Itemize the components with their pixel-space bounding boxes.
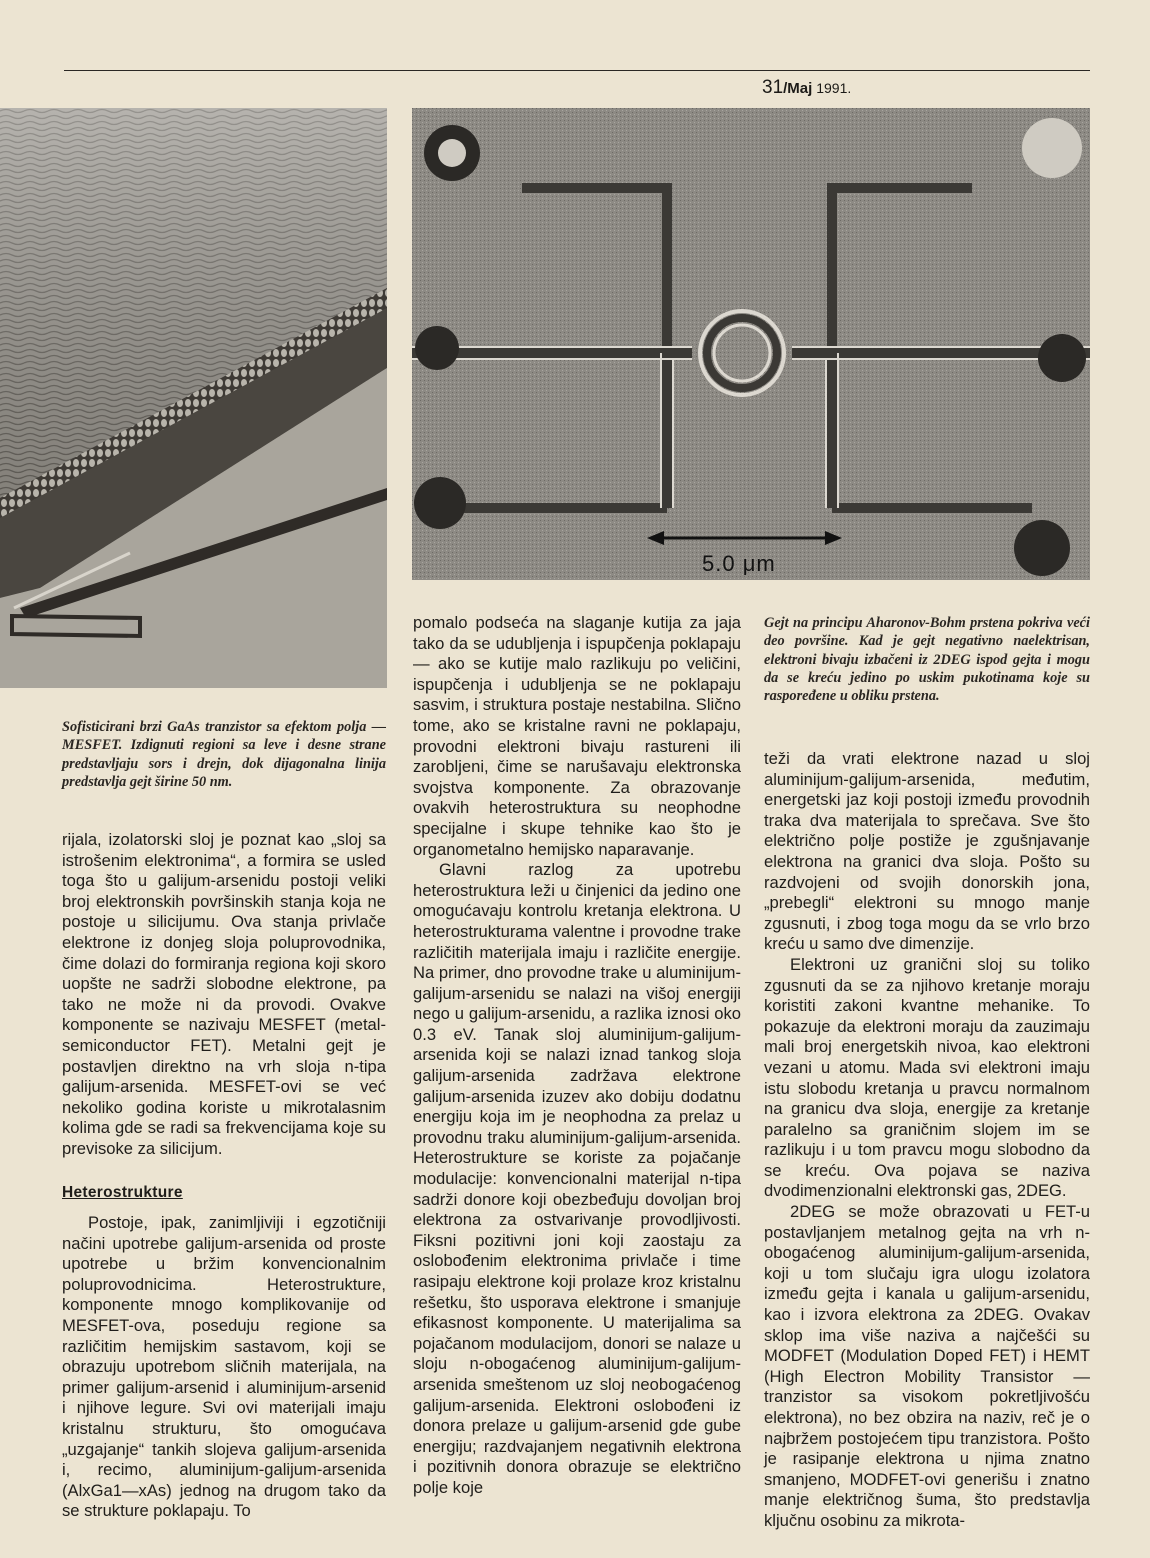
page-number xyxy=(762,77,851,99)
col3-paragraph-2: Elektroni uz granični sloj su toliko zgusnuti da se za njihovo kretanje moraju koristiti zakoni kvantne mehanike. To pokazuje da elektroni moraju da zauzimaju mali broj energetskih nivoa, kao elektroni vezani u atomu. Mada svi elektroni imaju istu slobodu kretanja u pravcu normalnom na granicu dva sloja, energije za kretanje paralelno sa graničnim slojem im se razlikuju i u tom pravcu mogu slobodno da se kreću. Ova pojava se naziva dvodimenzionalni elektronski gas, 2DEG. xyxy=(764,954,1090,1201)
col3-paragraph-3: 2DEG se može obrazovati u FET-u postavljanjem metalnog gejta na vrh n-obogaćenog aluminijum-galijum-arsenida, koji u tom slučaju igra ulogu izolatora između gejta i kanala u galijum-arsenidu, kao i izvora elektrona za 2DEG. Ovakav sklop ima više naziva a najčešći su MODFET (Modulation Doped FET) i HEMT (High Electron Mobility Transistor — tranzistor sa visokom pokretljivošću elektrona), no bez obzira na naziv, reč je o najbržem postojećem tipu tranzistora. Pošto je rasipanje elektrona u njima znatno smanjeno, MODFET-ovi generišu i znatno manje električnog šuma, što predstavlja ključnu osobinu za mikrota- xyxy=(764,1202,1090,1530)
column1-text-2 xyxy=(62,1213,386,1522)
col2-paragraph-2: Glavni razlog za upotrebu heterostruktura leži u činjenici da jedino one omogućavaju kontrolu kretanja elektrona. U heterostrukturama valentne i provodne trake različitih materijala imaju i različite energije. Na primer, dno provodne trake u aluminijum-galijum-arsenidu se nalazi na višoj energiji nego u galijum-arsenidu, a razlika iznosi oko 0.3 eV. Tanak sloj aluminijum-galijum-arsenida koji se nalazi iznad tankog sloja galijum-arsenida zadržava elektrone galijum-arsenida izuzev ako dobiju dodatnu energiju koja im je neophodna za prelaz u provodnu traku aluminijum-galijum-arsenida. Heterostrukture se koriste za pojačanje modulacije: konvencionalni materijal n-tipa sadrži donore koji obezbeđuju dovoljan broj elektrona za ostvarivanje provodljivosti. Fiksni pozitivni joni koji zaostaju za oslobođenim elektronima privlače i time rasipaju elektrone koji prolaze kroz kristalnu rešetku, što usporava elektrone i smanjuje efikasnost komponente. U materijalima sa pojačanom modulacijom, donori se nalaze u sloju n-obogaćenog aluminijum-galijum-arsenida smeštenom uz sloj neobogaćenog galijum-arsenida. Elektroni oslobođeni iz donora prelaze u galijum-arsenid gde gube energiju; razdvajanjem negativnih elektrona i pozitivnih donora obrazuje se električno polje koje xyxy=(413,860,741,1497)
col1-paragraph-2: Postoje, ipak, zanimljiviji i egzotičniji načini upotrebe galijum-arsenida od proste upotrebe u bržim konvencionalnim poluprovodnicima. Heterostrukture, komponente mnogo komplikovanije od MESFET-ova, poseduju regione sa različitim hemijskim sastavom, koji se obrazuju upotrebom sličnih materijala, na primer galijum-arsenid i aluminijum-arsenid i njihove legure. Svi ovi materijali imaju kristalnu strukturu, što omogućava „uzgajanje“ tankih slojeva galijum-arsenida i, recimo, aluminijum-galijum-arsenida (AlxGa1—xAs) jednog na drugom tako da se strukture poklapaju. To xyxy=(62,1213,386,1521)
header-rule xyxy=(64,70,1090,71)
section-heading: Heterostrukture xyxy=(62,1184,183,1201)
page-num: 31 xyxy=(762,77,784,98)
figure2-caption: Gejt na principu Aharonov-Bohm prstena pokriva veći deo površine. Kad je gejt negativno naelektrisan, elektroni bivaju izbačeni iz 2DEG ispod gejta i mogu da se kreću jedino po uskim pukotinama koje su raspoređene u obliku prstena. xyxy=(764,615,1090,705)
col2-paragraph-1: pomalo podseća na slaganje kutija za jaja tako da se udubljenja i ispupčenja poklapaju — ako se kutije malo razlikuju po veličini, ispupčenja i udubljenja se ne poklapaju sasvim, i struktura postaje nestabilna. Slično tome, ako se kristalne ravni ne poklapaju, provodni elektroni bivaju rastureni ili zarobljeni, čime se narušavaju elektronska svojstva komponente. Za obrazovanje ovakvih heterostruktura su neophodne specijalne i skupe tehnike kao što je organometalno hemijsko naparavanje. xyxy=(413,613,741,859)
scale-label: 5.0 μm xyxy=(702,551,776,576)
column2-text xyxy=(413,613,741,1499)
year: 1991. xyxy=(812,80,852,96)
column1-text xyxy=(62,830,386,1160)
column3-text xyxy=(764,749,1090,1532)
col3-paragraph-1: teži da vrati elektrone nazad u sloj aluminijum-galijum-arsenida, međutim, energetski jaz koji postoji između provodnih traka dva materijala to sprečava. Sve što električno polje postiže je zgušnjavanje elektrona na granici dva sloja. Pošto su razdvojeni od svojih donorskih jona, „prebegli“ elektroni su mnogo manje zgusnuti, i zbog toga mogu da se vrlo brzo kreću u samo dve dimenzije. xyxy=(764,749,1090,954)
mesfet-photo xyxy=(0,108,387,688)
figure1-caption: Sofisticirani brzi GaAs tranzistor sa efektom polja — MESFET. Izdignuti regioni sa leve i desne strane predstavljaju sors i drejn, dok dijagonalna linija predstavlja gejt širine 50 nm. xyxy=(62,719,386,790)
col1-paragraph-1: rijala, izolatorski sloj je poznat kao „sloj sa istrošenim elektronima“, a formira se usled toga što u galijum-arsenidu postoji veliki broj elektronskih površinskih stanja koja ne postoje u silicijumu. Ova stanja privlače elektrone iz donjeg sloja poluprovodnika, čime dolazi do formiranja regiona koji skoro uopšte ne sadrži slobodne elektrone, pa tako ne može ni da provodi. Ovakve komponente se nazivaju MESFET (metal-semiconductor FET). Metalni gejt je postavljen direktno na vrh sloja n-tipa galijum-arsenida. MESFET-ovi se već nekoliko godina koriste u mikrotalasnim kolima gde se radi sa frekvencijama koje su previsoke za silicijum. xyxy=(62,830,386,1158)
month: /Maj xyxy=(783,80,813,97)
aharonov-bohm-photo xyxy=(412,108,1090,580)
